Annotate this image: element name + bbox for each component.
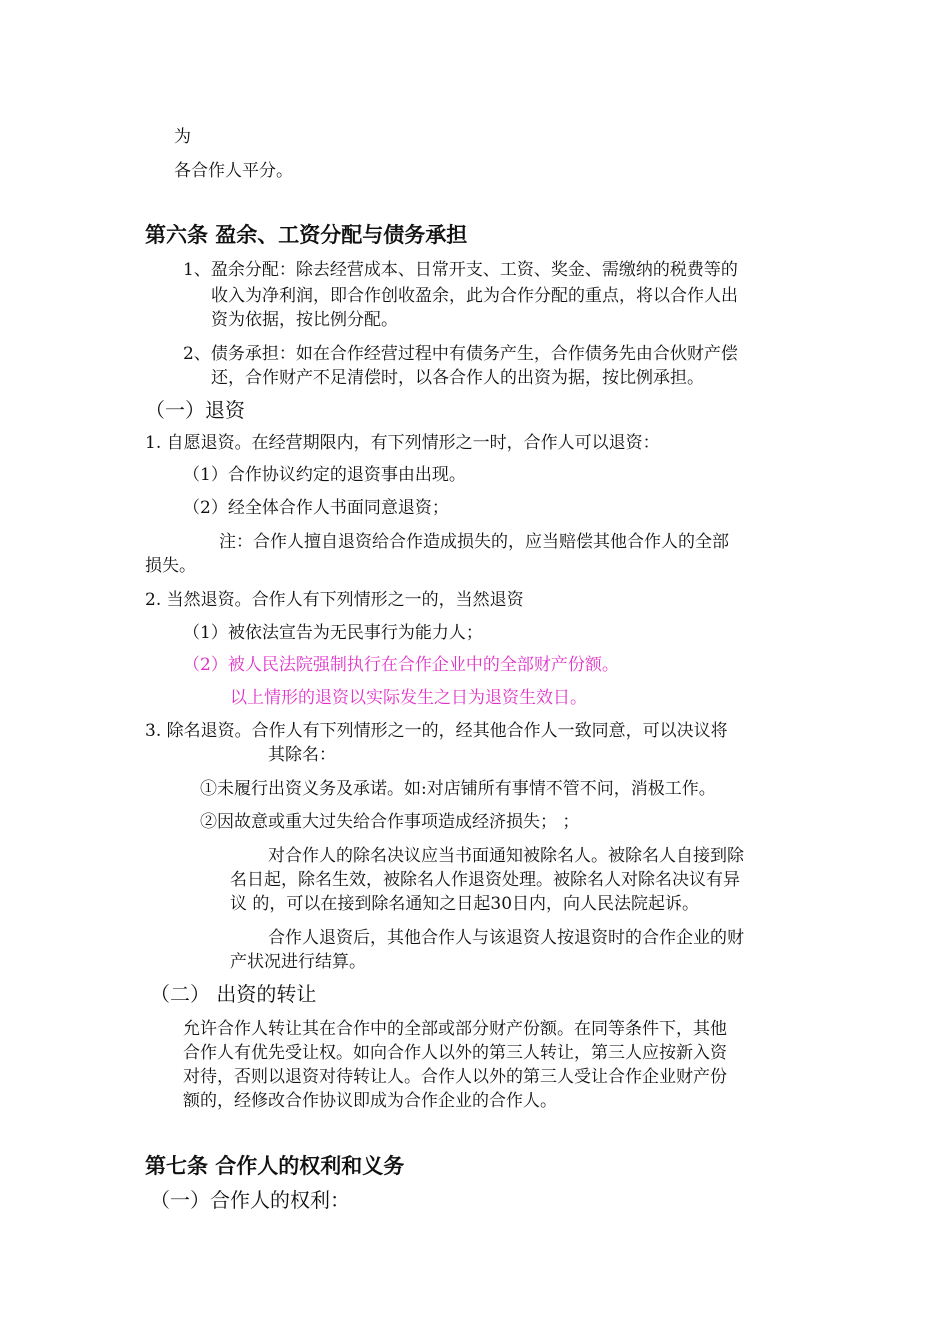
section-withdrawal-heading: （一）退资 — [145, 398, 245, 422]
text-line: ①未履行出资义务及承诺。如:对店铺所有事情不管不问，消极工作。 — [200, 779, 716, 799]
text-line: （2）经全体合作人书面同意退资； — [183, 498, 449, 518]
text-line: （1）被依法宣告为无民事行为能力人； — [183, 623, 483, 643]
text-line: 2. 当然退资。合作人有下列情形之一的，当然退资 — [145, 590, 524, 610]
text-line: 合作人有优先受让权。如向合作人以外的第三人转让，第三人应按新入资 — [183, 1043, 727, 1063]
text-line: 损失。 — [145, 556, 196, 576]
text-line: 还，合作财产不足清偿时，以各合作人的出资为据，按比例承担。 — [211, 368, 704, 388]
article-7-heading: 第七条 合作人的权利和义务 — [145, 1154, 405, 1178]
text-line: 注：合作人擅自退资给合作造成损失的，应当赔偿其他合作人的全部 — [219, 532, 729, 552]
text-line: 对合作人的除名决议应当书面通知被除名人。被除名人自接到除 — [268, 846, 744, 866]
text-line: 为 — [174, 127, 191, 147]
highlighted-text-line: 以上情形的退资以实际发生之日为退资生效日。 — [230, 688, 587, 708]
text-line: 对待，否则以退资对待转让人。合作人以外的第三人受让合作企业财产份 — [183, 1067, 727, 1087]
text-line: 名日起，除名生效，被除名人作退资处理。被除名人对除名决议有异 — [230, 870, 740, 890]
text-line: 其除名： — [268, 745, 336, 765]
text-line: 1、盈余分配：除去经营成本、日常开支、工资、奖金、需缴纳的税费等的 — [183, 260, 738, 280]
text-line: 合作人退资后，其他合作人与该退资人按退资时的合作企业的财 — [268, 928, 744, 948]
section-rights-heading: （一）合作人的权利： — [150, 1188, 350, 1212]
text-line: 额的，经修改合作协议即成为合作企业的合作人。 — [183, 1091, 557, 1111]
text-line: 议 的，可以在接到除名通知之日起30日内，向人民法院起诉。 — [230, 894, 700, 914]
text-line: 1. 自愿退资。在经营期限内，有下列情形之一时，合作人可以退资： — [145, 433, 660, 453]
text-line: 2、债务承担：如在合作经营过程中有债务产生，合作债务先由合伙财产偿 — [183, 344, 738, 364]
text-line: 产状况进行结算。 — [230, 952, 366, 972]
text-line: 3. 除名退资。合作人有下列情形之一的，经其他合作人一致同意，可以决议将 — [145, 721, 728, 741]
article-6-heading: 第六条 盈余、工资分配与债务承担 — [145, 223, 468, 247]
text-line: 资为依据，按比例分配。 — [211, 310, 398, 330]
highlighted-text-line: （2）被人民法院强制执行在合作企业中的全部财产份额。 — [183, 655, 619, 675]
text-line: 收入为净利润，即合作创收盈余，此为合作分配的重点，将以合作人出 — [211, 286, 738, 306]
text-line: ②因故意或重大过失给合作事项造成经济损失； ； — [200, 812, 580, 832]
text-line: 各合作人平分。 — [174, 161, 293, 181]
text-line: （1）合作协议约定的退资事由出现。 — [183, 465, 466, 485]
section-transfer-heading: （二） 出资的转让 — [150, 982, 317, 1006]
text-line: 允许合作人转让其在合作中的全部或部分财产份额。在同等条件下，其他 — [183, 1019, 727, 1039]
